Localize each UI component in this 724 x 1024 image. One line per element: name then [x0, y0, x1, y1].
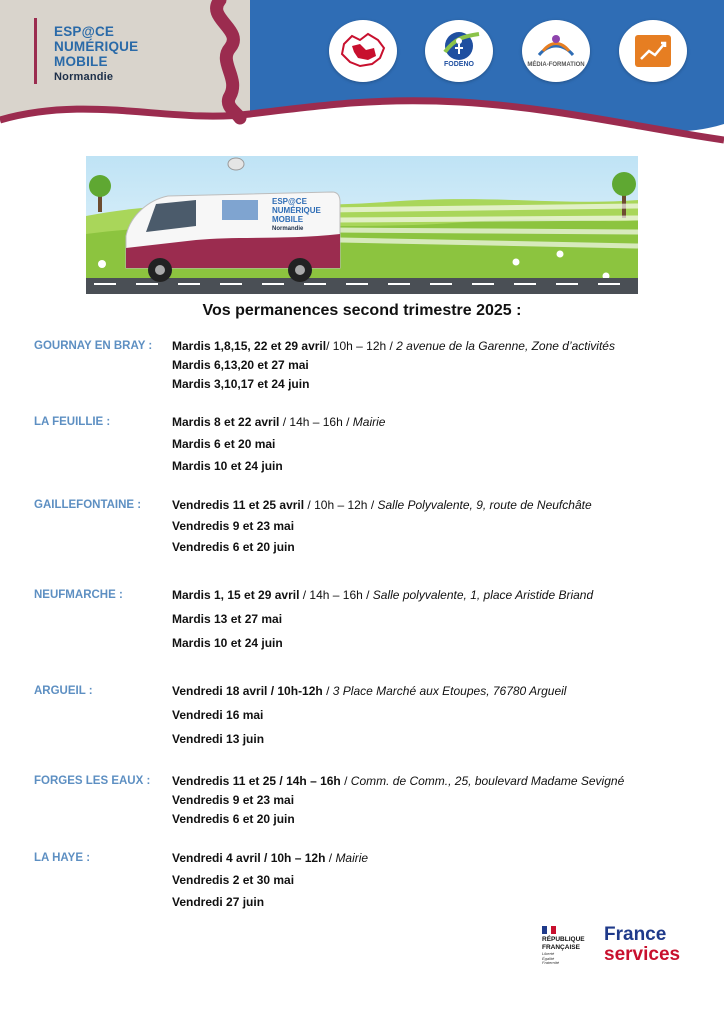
normandie-map-icon: [338, 30, 388, 72]
schedule-row: [0, 587, 724, 609]
french-flag-icon: [542, 926, 556, 934]
schedule-dates: Vendredi 18 avril / 10h-12h: [172, 684, 323, 698]
media-formation-logo-icon: [531, 29, 581, 63]
schedule-hours: / 10h – 12h /: [304, 498, 378, 512]
schedule-dates: Mardis 3,10,17 et 24 juin: [172, 377, 310, 391]
schedule-dates: Mardis 8 et 22 avril: [172, 415, 280, 429]
schedule-dates: Vendredi 16 mai: [172, 708, 264, 722]
rf-line-1: RÉPUBLIQUE: [542, 936, 585, 943]
rf-motto-1: Liberté: [542, 951, 555, 956]
brand-logo: [34, 18, 146, 88]
page-title: Vos permanences second trimestre 2025 :: [202, 302, 522, 319]
schedule-line: [172, 683, 566, 699]
schedule-row: [0, 436, 724, 458]
schedule-dates: Mardis 6,13,20 et 27 mai: [172, 358, 309, 372]
schedule-line: [172, 414, 385, 430]
schedule-hours: / 10h – 12h /: [326, 339, 397, 353]
schedule-row: [0, 376, 724, 398]
partner-logo-fodeno: [425, 20, 493, 82]
rf-line-2: FRANÇAISE: [542, 943, 580, 951]
schedule-place: 3 Place Marché aux Etoupes, 76780 Argueil: [332, 684, 567, 698]
schedule-dates: Mardis 6 et 20 mai: [172, 437, 276, 451]
partner-logo-media-formation: [522, 20, 590, 82]
schedule-row: [0, 414, 724, 436]
schedule-row: [0, 458, 724, 480]
schedule-dates: Vendredis 6 et 20 juin: [172, 812, 295, 826]
schedule-row: [0, 611, 724, 633]
town-label: GAILLEFONTAINE :: [34, 499, 142, 511]
schedule-line: [172, 376, 309, 392]
town-label: LA HAYE :: [34, 852, 91, 864]
schedule-line: [172, 635, 283, 651]
schedule-row: [0, 707, 724, 729]
rf-motto-3: Fraternité: [542, 960, 560, 965]
schedule-line: [172, 811, 295, 827]
schedule-dates: Vendredi 27 juin: [172, 895, 265, 909]
schedule-line: [172, 357, 309, 373]
schedule-row: [0, 683, 724, 705]
schedule-dates: Vendredis 2 et 30 mai: [172, 873, 295, 887]
schedule-row: [0, 635, 724, 657]
town-label: LA FEUILLIE :: [34, 416, 111, 428]
schedule-line: [172, 436, 275, 452]
brand-line-1: ESP@CE: [54, 24, 115, 39]
schedule-dates: Mardis 13 et 27 mai: [172, 612, 283, 626]
town-label: FORGES LES EAUX :: [34, 775, 151, 787]
schedule-line: [172, 338, 615, 354]
schedule-dates: Mardis 10 et 24 juin: [172, 636, 283, 650]
fodeno-caption: FODENO: [444, 61, 474, 68]
schedule-line: [172, 894, 264, 910]
schedule-dates: Vendredi 13 juin: [172, 732, 265, 746]
schedule-dates: Vendredis 9 et 23 mai: [172, 519, 295, 533]
schedule-line: [172, 731, 264, 747]
schedule-row: [0, 731, 724, 753]
town-label: ARGUEIL :: [34, 685, 93, 697]
schedule-hours: /: [325, 851, 336, 865]
schedule-place: Mairie: [352, 415, 386, 429]
van-text-2: NUMÉRIQUE: [272, 206, 321, 215]
van-banner-illustration: [86, 156, 638, 294]
schedule-place: Mairie: [335, 851, 369, 865]
schedule-line: [172, 587, 593, 603]
schedule-dates: Vendredi 4 avril / 10h – 12h: [172, 851, 326, 865]
schedule-row: [0, 850, 724, 872]
page-header: [0, 0, 724, 150]
fodeno-logo-icon: [435, 28, 483, 64]
rf-motto: [542, 952, 559, 966]
schedule-line: [172, 792, 294, 808]
schedule-line: [172, 611, 282, 627]
growth-chart-logo-icon: [631, 31, 675, 71]
media-formation-caption: MÉDIA-FORMATION: [527, 62, 585, 68]
schedule-dates: Vendredis 11 et 25 / 14h – 16h: [172, 774, 341, 788]
town-label: NEUFMARCHE :: [34, 589, 123, 601]
van-text-1: ESP@CE: [272, 197, 307, 206]
schedule-dates: Vendredis 9 et 23 mai: [172, 793, 295, 807]
schedule-hours: /: [340, 774, 351, 788]
schedule-row: [0, 518, 724, 540]
schedule-place: Salle Polyvalente, 9, route de Neufchâte: [377, 498, 592, 512]
partner-logo-growth: [619, 20, 687, 82]
brand-line-2: NUMÉRIQUE: [54, 39, 139, 54]
schedule-row: [0, 811, 724, 833]
schedule-line: [172, 773, 624, 789]
schedule-dates: Mardis 1, 15 et 29 avril: [172, 588, 300, 602]
van-text-4: Normandie: [272, 226, 304, 232]
france-services-line-2: services: [604, 944, 681, 965]
rf-motto-2: Égalité: [542, 955, 555, 961]
france-services-line-1: France: [604, 924, 667, 945]
schedule-place: Salle polyvalente, 1, place Aristide Briand: [372, 588, 594, 602]
schedule-row: [0, 539, 724, 561]
brand-line-3: MOBILE: [54, 54, 108, 69]
town-label: GOURNAY EN BRAY :: [34, 340, 153, 352]
schedule-line: [172, 872, 294, 888]
schedule-dates: Mardis 10 et 24 juin: [172, 459, 283, 473]
brand-accent-bar: [34, 18, 37, 84]
schedule-row: [0, 894, 724, 916]
schedule-row: [0, 497, 724, 519]
schedule-line: [172, 539, 295, 555]
schedule-hours: / 14h – 16h /: [299, 588, 373, 602]
brand-line-4: Normandie: [54, 71, 114, 83]
schedule-line: [172, 850, 368, 866]
schedule-dates: Vendredis 6 et 20 juin: [172, 540, 295, 554]
republique-francaise-logo: [540, 926, 592, 966]
rf-name: [542, 936, 585, 951]
schedule-place: Comm. de Comm., 25, boulevard Madame Sevigné: [350, 774, 625, 788]
schedule-row: [0, 872, 724, 894]
van-text-3: MOBILE: [272, 215, 304, 224]
schedule-line: [172, 518, 294, 534]
schedule-place: 2 avenue de la Garenne, Zone d’activités: [396, 339, 615, 353]
schedule-hours: /: [322, 684, 333, 698]
schedule-dates: Vendredis 11 et 25 avril: [172, 498, 305, 512]
schedule-line: [172, 707, 263, 723]
schedule-line: [172, 497, 592, 513]
schedule-dates: Mardis 1,8,15, 22 et 29 avril: [172, 339, 327, 353]
schedule-hours: / 14h – 16h /: [279, 415, 353, 429]
partner-logo-normandie: [329, 20, 397, 82]
schedule-line: [172, 458, 283, 474]
